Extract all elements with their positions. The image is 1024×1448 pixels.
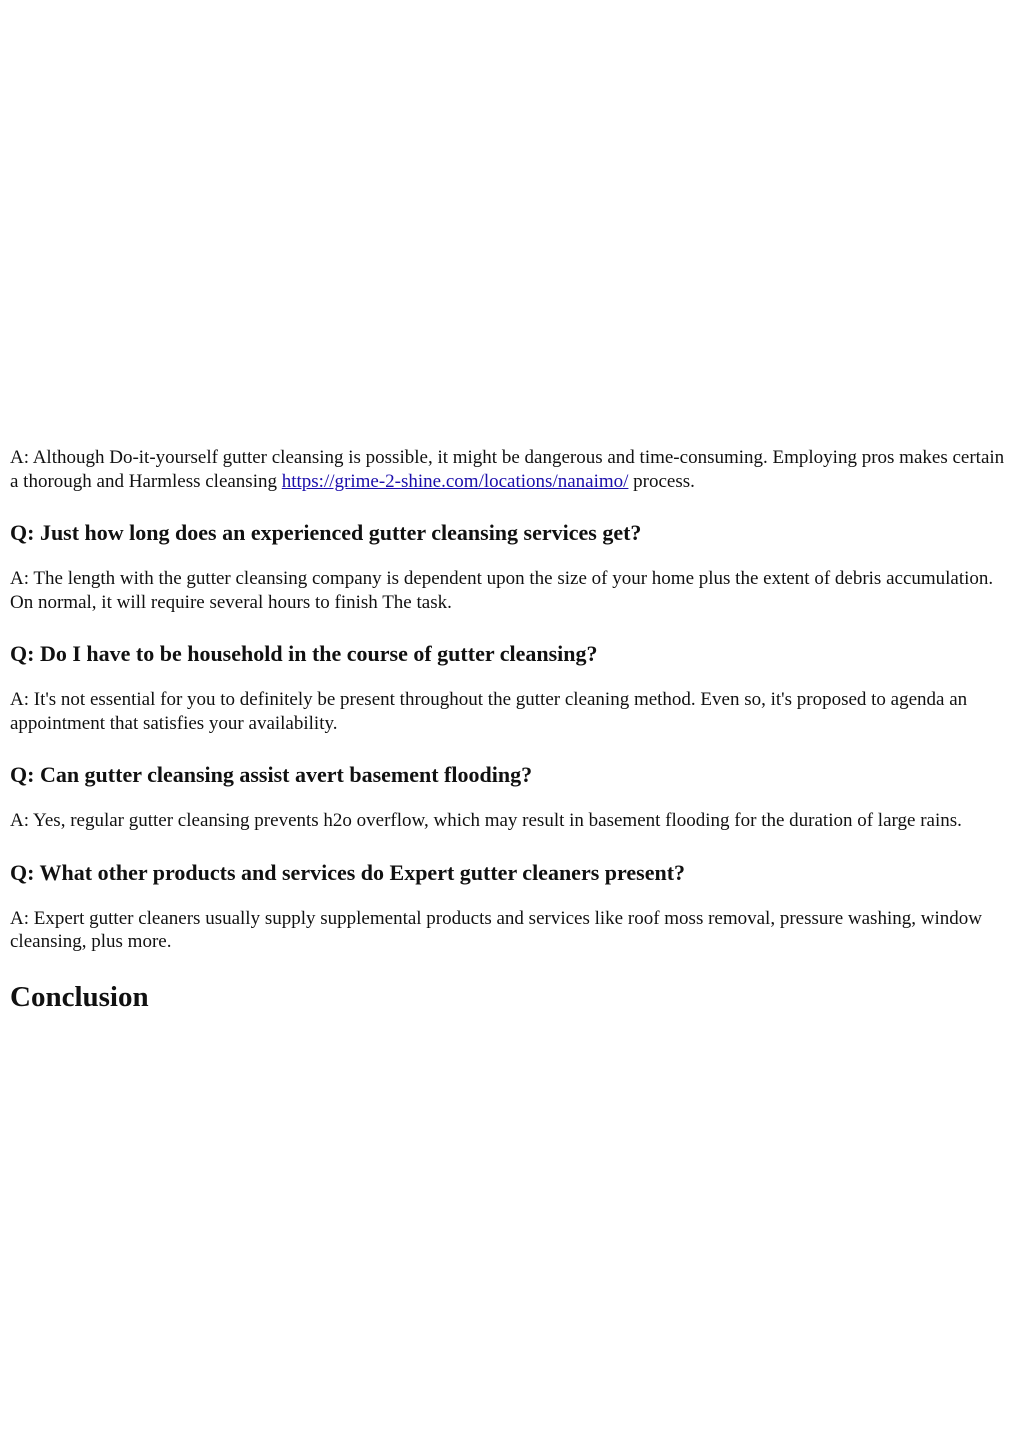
grime-2-shine-link[interactable]: https://grime-2-shine.com/locations/nanaimo/ — [281, 470, 629, 492]
conclusion-heading: Conclusion — [10, 980, 149, 1013]
faq-answer-2: A: It's not essential for you to definitely be present throughout the gutter cleaning method. Even so, it's proposed to agenda an appointment that satisfies your availability. — [10, 689, 968, 734]
faq-question-4: Q: What other products and services do Expert gutter cleaners present? — [10, 859, 686, 885]
faq-answer-1: A: The length with the gutter cleansing company is dependent upon the size of your home plus the extent of debris accumulation. On normal, it will require several hours to finish The task. — [10, 568, 994, 613]
faq-question-3: Q: Can gutter cleansing assist avert basement flooding? — [10, 762, 533, 787]
intro-answer — [10, 446, 1005, 493]
document-body — [10, 446, 1005, 1014]
faq-answer-4: A: Expert gutter cleaners usually supply supplemental products and services like roof moss removal, pressure washing, window cleansing, plus more. — [10, 907, 982, 952]
intro-answer-text: A: Although Do-it-yourself gutter cleansing is possible, it might be dangerous and time-consuming. Employing pros makes certain a thorough and Harmless cleansing — [10, 447, 1005, 492]
faq-question-1: Q: Just how long does an experienced gutter cleansing services get? — [10, 520, 642, 545]
intro-answer-tail: process. — [628, 470, 695, 492]
faq-answer-3: A: Yes, regular gutter cleansing prevents h2o overflow, which may result in basement flooding for the duration of large rains. — [10, 810, 962, 831]
faq-question-2: Q: Do I have to be household in the course of gutter cleansing? — [10, 641, 598, 666]
